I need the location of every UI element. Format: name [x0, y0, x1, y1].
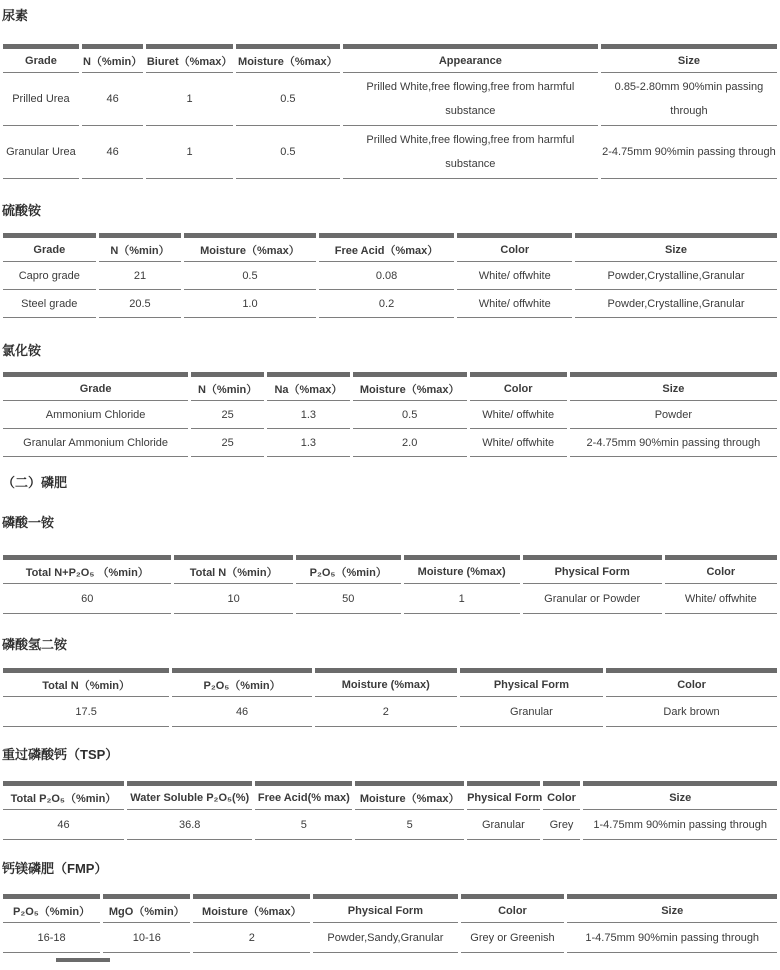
- section-heading-fmp: 钙镁磷肥（FMP）: [2, 861, 108, 876]
- data-cell: White/ offwhite: [470, 429, 567, 457]
- data-cell: Grey: [543, 810, 581, 840]
- header-cell: Color: [470, 372, 567, 401]
- data-cell: Granular Urea: [3, 126, 79, 179]
- data-cell: 2.0: [353, 429, 467, 457]
- header-cell: P₂O₅（%min）: [172, 668, 312, 697]
- header-cell: Size: [575, 233, 777, 262]
- data-cell: 16-18: [3, 923, 100, 953]
- header-cell: P₂O₅（%min）: [296, 555, 401, 584]
- data-cell: 46: [3, 810, 124, 840]
- table-row: [3, 429, 777, 457]
- data-cell: Prilled White,free flowing,free from harmful substance: [343, 126, 598, 179]
- section-heading-dap: 磷酸氢二铵: [2, 637, 68, 652]
- data-cell: Powder,Crystalline,Granular: [575, 290, 777, 318]
- header-cell: N（%min）: [82, 44, 143, 73]
- header-cell: Moisture（%max）: [355, 781, 464, 810]
- data-cell: 46: [82, 126, 143, 179]
- data-cell: White/ offwhite: [665, 584, 777, 614]
- table-row: [3, 923, 777, 953]
- header-cell: Size: [601, 44, 777, 73]
- section-heading-urea: 尿素: [2, 8, 29, 23]
- data-cell: 5: [355, 810, 464, 840]
- header-cell: Moisture（%max）: [193, 894, 310, 923]
- header-cell: Moisture (%max): [404, 555, 520, 584]
- tsp-table: [0, 781, 780, 840]
- header-cell: Moisture（%max）: [236, 44, 340, 73]
- header-cell: P₂O₅（%min）: [3, 894, 100, 923]
- data-cell: 2: [315, 697, 457, 727]
- table-header-row: [3, 233, 777, 262]
- data-cell: Capro grade: [3, 262, 96, 290]
- data-cell: White/ offwhite: [470, 401, 567, 429]
- table-header-row: [3, 781, 777, 810]
- data-cell: Granular: [467, 810, 540, 840]
- header-cell: Na（%max）: [267, 372, 350, 401]
- header-cell: N（%min）: [99, 233, 182, 262]
- data-cell: 10: [174, 584, 292, 614]
- next-table-partial-bar: [56, 958, 110, 962]
- table-row: [3, 262, 777, 290]
- data-cell: 0.5: [184, 262, 315, 290]
- data-cell: Powder,Crystalline,Granular: [575, 262, 777, 290]
- header-cell: Biuret（%max）: [146, 44, 233, 73]
- section-heading-phosphate: （二）磷肥: [2, 475, 68, 490]
- data-cell: 1: [146, 73, 233, 126]
- data-cell: 1.3: [267, 429, 350, 457]
- data-cell: Granular: [460, 697, 603, 727]
- data-cell: 0.5: [236, 73, 340, 126]
- table-header-row: [3, 555, 777, 584]
- header-cell: Free Acid（%max）: [319, 233, 455, 262]
- section-heading-map: 磷酸一铵: [2, 515, 55, 530]
- data-cell: 46: [82, 73, 143, 126]
- table-header-row: [3, 44, 777, 73]
- data-cell: 25: [191, 401, 264, 429]
- header-cell: Free Acid(% max): [255, 781, 352, 810]
- data-cell: Grey or Greenish: [461, 923, 565, 953]
- header-cell: N（%min）: [191, 372, 264, 401]
- table-header-row: [3, 372, 777, 401]
- data-cell: Powder: [570, 401, 777, 429]
- header-cell: Color: [457, 233, 572, 262]
- data-cell: 50: [296, 584, 401, 614]
- data-cell: 46: [172, 697, 312, 727]
- data-cell: 60: [3, 584, 171, 614]
- data-cell: Granular Ammonium Chloride: [3, 429, 188, 457]
- section-heading-ammonium-sulphate: 硫酸铵: [2, 203, 42, 218]
- data-cell: Ammonium Chloride: [3, 401, 188, 429]
- header-cell: Moisture（%max）: [353, 372, 467, 401]
- header-cell: Physical Form: [523, 555, 662, 584]
- table-row: [3, 126, 777, 179]
- header-cell: Water Soluble P₂O₅(%): [127, 781, 252, 810]
- table-row: [3, 401, 777, 429]
- header-cell: Moisture（%max）: [184, 233, 315, 262]
- data-cell: Dark brown: [606, 697, 777, 727]
- data-cell: 2-4.75mm 90%min passing through: [601, 126, 777, 179]
- table-row: [3, 697, 777, 727]
- header-cell: Total N（%min）: [3, 668, 169, 697]
- data-cell: 17.5: [3, 697, 169, 727]
- section-heading-tsp: 重过磷酸钙（TSP）: [2, 747, 119, 762]
- dap-table: [0, 668, 780, 727]
- data-cell: White/ offwhite: [457, 290, 572, 318]
- data-cell: 25: [191, 429, 264, 457]
- data-cell: 20.5: [99, 290, 182, 318]
- header-cell: MgO（%min）: [103, 894, 190, 923]
- data-cell: 1-4.75mm 90%min passing through: [583, 810, 777, 840]
- header-cell: Color: [543, 781, 581, 810]
- header-cell: Physical Form: [467, 781, 540, 810]
- data-cell: 0.5: [353, 401, 467, 429]
- data-cell: 2: [193, 923, 310, 953]
- data-cell: 1.0: [184, 290, 315, 318]
- header-cell: Size: [570, 372, 777, 401]
- data-cell: Steel grade: [3, 290, 96, 318]
- ammonium-chloride-table: [0, 372, 780, 457]
- data-cell: 1.3: [267, 401, 350, 429]
- map-table: [0, 555, 780, 614]
- header-cell: Total N（%min）: [174, 555, 292, 584]
- table-row: [3, 290, 777, 318]
- header-cell: Color: [665, 555, 777, 584]
- data-cell: 1: [404, 584, 520, 614]
- table-row: [3, 810, 777, 840]
- header-cell: Color: [606, 668, 777, 697]
- data-cell: Granular or Powder: [523, 584, 662, 614]
- header-cell: Appearance: [343, 44, 598, 73]
- data-cell: 10-16: [103, 923, 190, 953]
- urea-table: [0, 44, 780, 179]
- data-cell: 0.08: [319, 262, 455, 290]
- header-cell: Grade: [3, 233, 96, 262]
- header-cell: Size: [583, 781, 777, 810]
- data-cell: 1-4.75mm 90%min passing through: [567, 923, 777, 953]
- table-header-row: [3, 894, 777, 923]
- data-cell: 2-4.75mm 90%min passing through: [570, 429, 777, 457]
- data-cell: 0.85-2.80mm 90%min passing through: [601, 73, 777, 126]
- table-row: [3, 73, 777, 126]
- header-cell: Grade: [3, 372, 188, 401]
- header-cell: Color: [461, 894, 565, 923]
- ammonium-sulphate-table: [0, 233, 780, 318]
- data-cell: Prilled Urea: [3, 73, 79, 126]
- header-cell: Total N+P₂O₅ （%min）: [3, 555, 171, 584]
- header-cell: Total P₂O₅（%min）: [3, 781, 124, 810]
- data-cell: 36.8: [127, 810, 252, 840]
- data-cell: 5: [255, 810, 352, 840]
- data-cell: Prilled White,free flowing,free from harmful substance: [343, 73, 598, 126]
- table-row: [3, 584, 777, 614]
- fmp-table: [0, 894, 780, 953]
- header-cell: Grade: [3, 44, 79, 73]
- data-cell: White/ offwhite: [457, 262, 572, 290]
- fertilizer-spec-document: [0, 8, 780, 962]
- data-cell: 0.2: [319, 290, 455, 318]
- data-cell: 21: [99, 262, 182, 290]
- table-header-row: [3, 668, 777, 697]
- header-cell: Size: [567, 894, 777, 923]
- data-cell: Powder,Sandy,Granular: [313, 923, 457, 953]
- data-cell: 1: [146, 126, 233, 179]
- header-cell: Physical Form: [313, 894, 457, 923]
- data-cell: 0.5: [236, 126, 340, 179]
- header-cell: Physical Form: [460, 668, 603, 697]
- section-heading-ammonium-chloride: 氯化铵: [2, 343, 42, 358]
- header-cell: Moisture (%max): [315, 668, 457, 697]
